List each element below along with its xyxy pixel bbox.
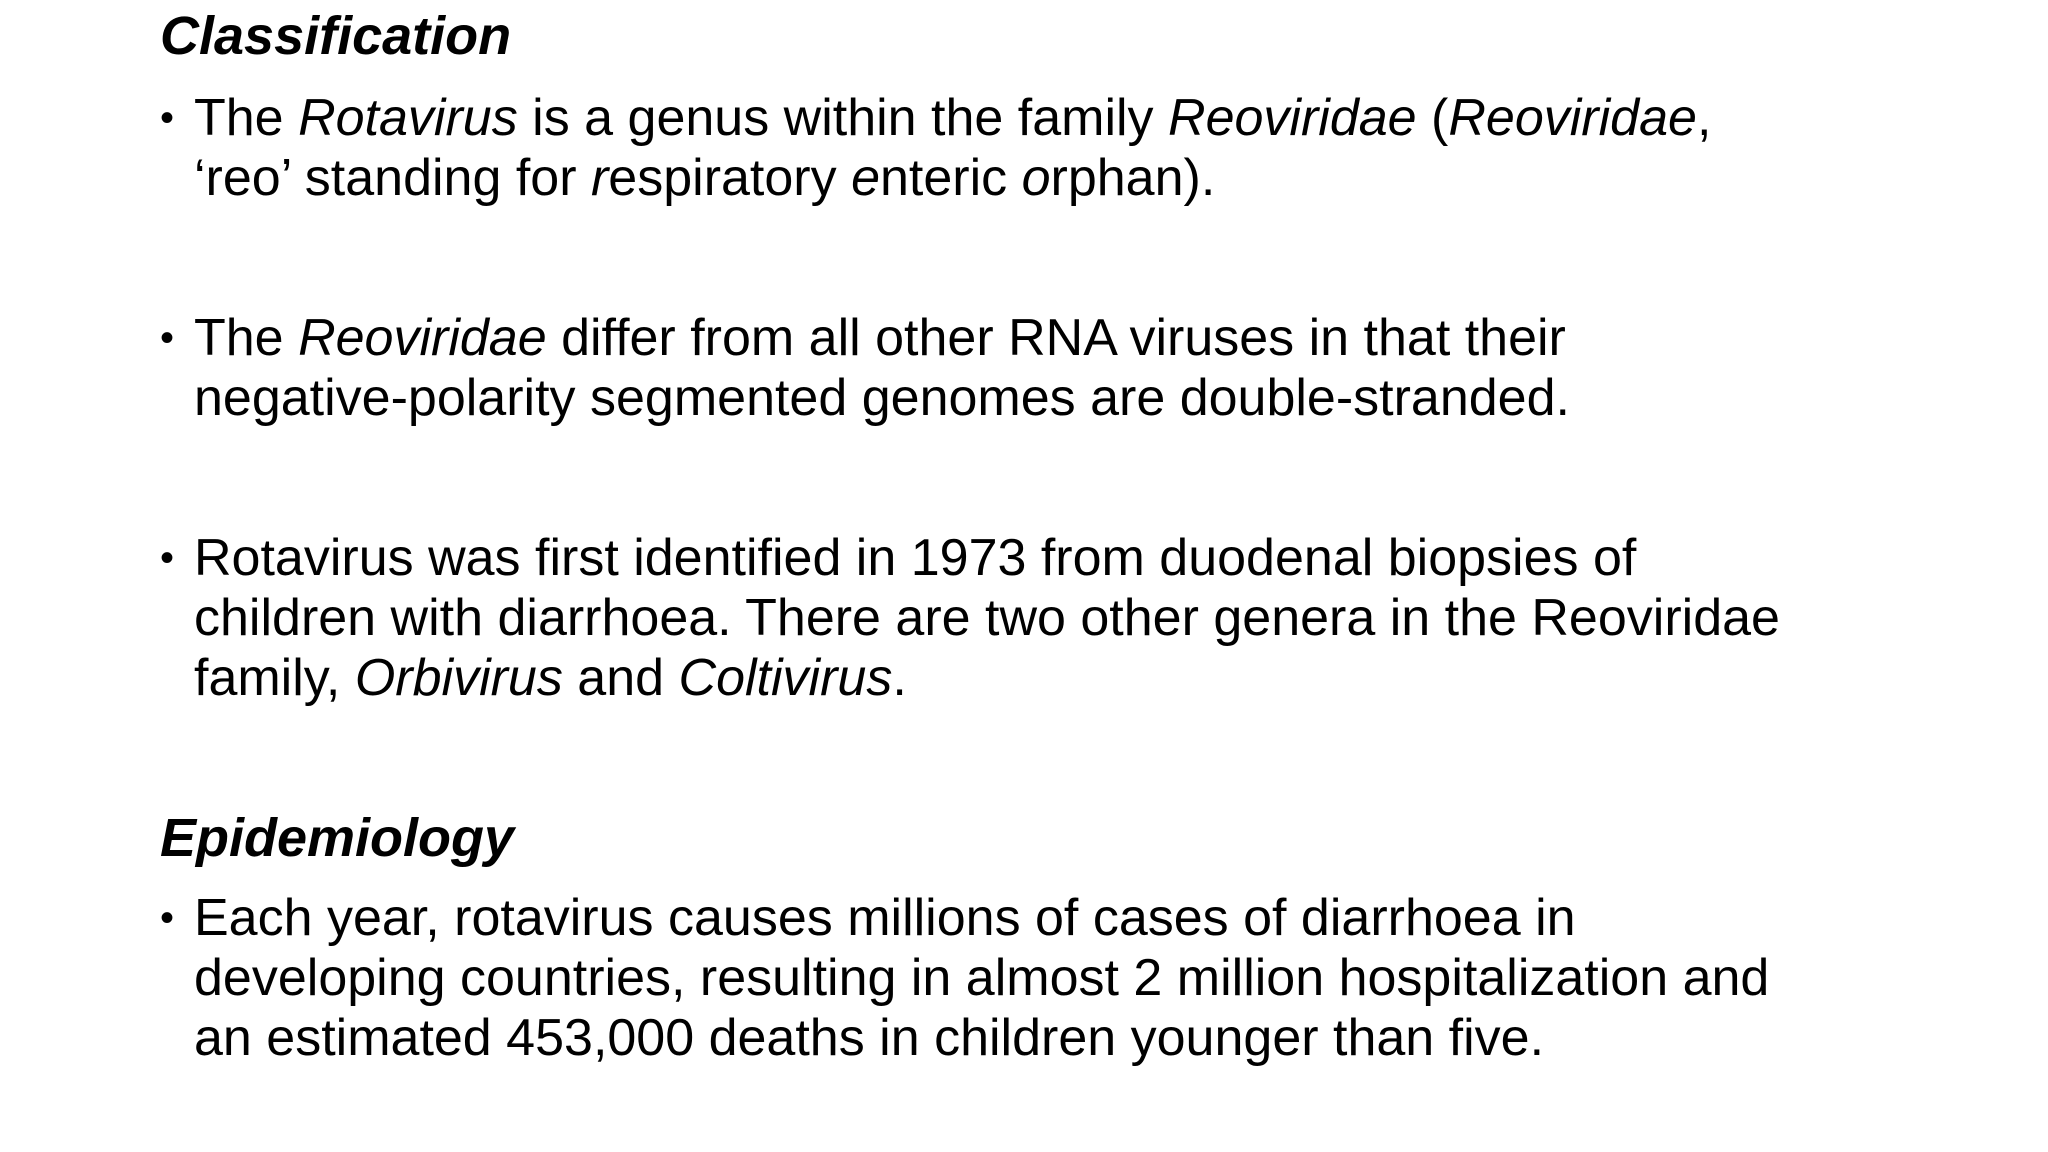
classification-heading: Classification <box>160 6 512 66</box>
text-run: ‘reo’ standing for <box>194 149 591 207</box>
text-run: is a genus within the family <box>517 89 1169 147</box>
text-run: espiratory <box>608 149 852 207</box>
bullet-text <box>194 888 1769 1068</box>
italic-text: e <box>851 149 880 207</box>
text-run: , <box>1696 89 1712 147</box>
bullet-line <box>194 1008 1769 1068</box>
italic-text: Rotavirus <box>298 89 518 147</box>
italic-text: Reoviridae <box>298 309 547 367</box>
bullet-marker: • <box>160 896 175 940</box>
bullet-line <box>194 88 1711 148</box>
text-run: Each year, rotavirus causes millions of cases of diarrhoea in <box>194 889 1576 947</box>
text-run: The <box>194 309 299 367</box>
bullet-line <box>194 588 1780 648</box>
italic-text: r <box>590 149 609 207</box>
bullet-marker: • <box>160 316 175 360</box>
bullet-text <box>194 308 1570 428</box>
text-run: differ from all other RNA viruses in that their <box>546 309 1566 367</box>
bullet-line <box>194 648 1780 708</box>
italic-text: o <box>1021 149 1051 207</box>
bullet-marker: • <box>160 96 175 140</box>
epidemiology-heading: Epidemiology <box>160 808 515 868</box>
bullet-line <box>194 148 1711 208</box>
bullet-line <box>194 888 1769 948</box>
bullet-line <box>194 308 1570 368</box>
text-run: Rotavirus was first identified in 1973 from duodenal biopsies of <box>194 529 1637 587</box>
italic-text: Coltivirus <box>678 649 893 707</box>
text-run: . <box>892 649 907 707</box>
italic-text: Reoviridae <box>1168 89 1417 147</box>
italic-text: Reoviridae <box>1448 89 1697 147</box>
bullet-text <box>194 88 1711 208</box>
bullet-line <box>194 948 1769 1008</box>
text-run: nteric <box>879 149 1022 207</box>
text-run: children with diarrhoea. There are two other genera in the Reoviridae <box>194 589 1780 647</box>
text-run: ( <box>1416 89 1449 147</box>
text-run: family, <box>194 649 355 707</box>
bullet-line <box>194 368 1570 428</box>
text-run: The <box>194 89 299 147</box>
text-run: developing countries, resulting in almost 2 million hospitalization and <box>194 949 1770 1007</box>
bullet-marker: • <box>160 536 175 580</box>
text-run: and <box>562 649 679 707</box>
text-run: rphan). <box>1050 149 1216 207</box>
text-run: negative-polarity segmented genomes are double-stranded. <box>194 369 1570 427</box>
text-run: an estimated 453,000 deaths in children younger than five. <box>194 1009 1545 1067</box>
bullet-text <box>194 528 1780 708</box>
bullet-line <box>194 528 1780 588</box>
italic-text: Orbivirus <box>354 649 563 707</box>
